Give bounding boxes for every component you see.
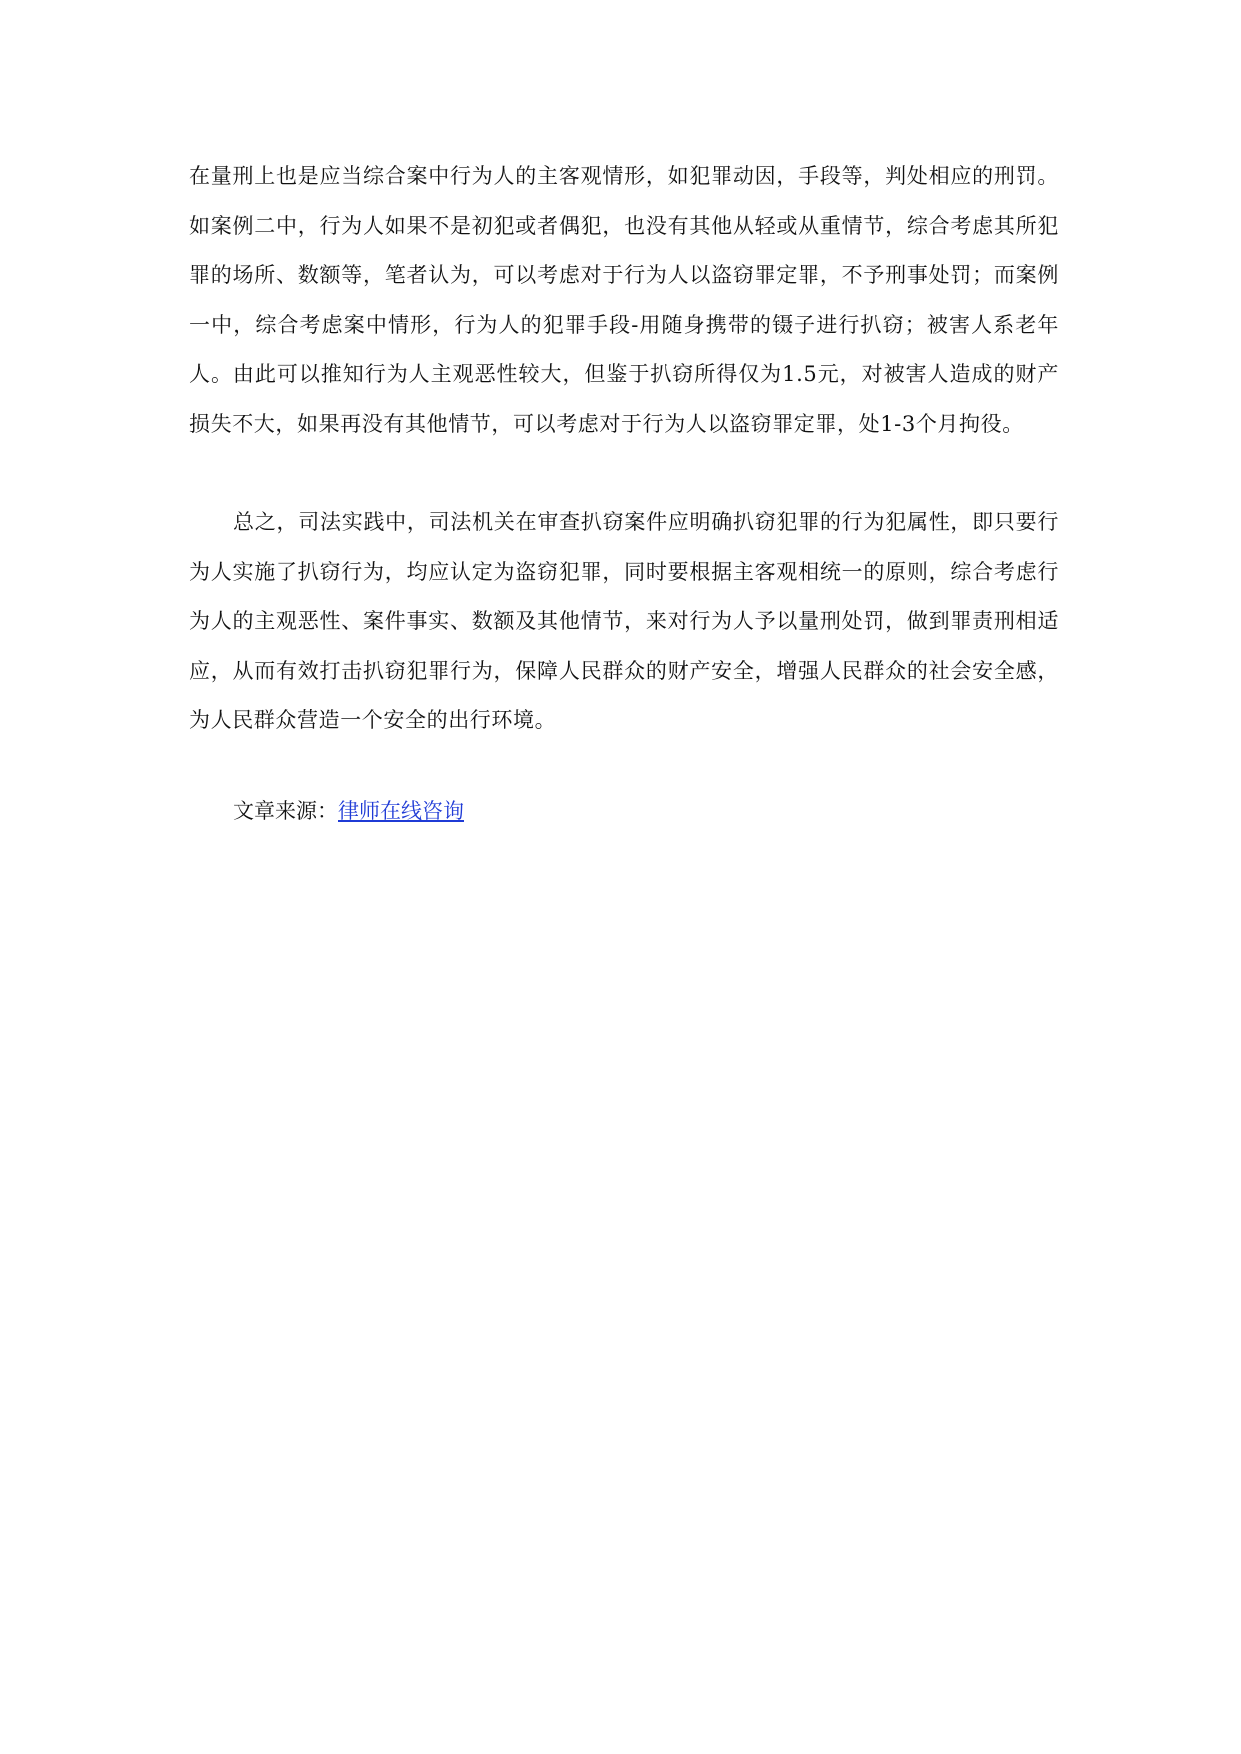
article-source-label: 文章来源： bbox=[233, 798, 338, 823]
article-source-line bbox=[189, 787, 1059, 837]
paragraph-sentencing: 在量刑上也是应当综合案中行为人的主客观情形，如犯罪动因，手段等，判处相应的刑罚。如案例二中，行为人如果不是初犯或者偶犯，也没有其他从轻或从重情节，综合考虑其所犯罪的场所、数额等，笔者认为，可以考虑对于行为人以盗窃罪定罪，不予刑事处罚；而案例一中，综合考虑案中情形，行为人的犯罪手段-用随身携带的镊子进行扒窃；被害人系老年人。由此可以推知行为人主观恶性较大，但鉴于扒窃所得仅为1.5元，对被害人造成的财产损失不大，如果再没有其他情节，可以考虑对于行为人以盗窃罪定罪，处1-3个月拘役。 bbox=[189, 164, 1059, 436]
document-body bbox=[189, 152, 1059, 836]
article-source-link[interactable]: 律师在线咨询 bbox=[338, 798, 464, 823]
paragraph-conclusion: 总之，司法实践中，司法机关在审查扒窃案件应明确扒窃犯罪的行为犯属性，即只要行为人实施了扒窃行为，均应认定为盗窃犯罪，同时要根据主客观相统一的原则，综合考虑行为人的主观恶性、案件事实、数额及其他情节，来对行为人予以量刑处罚，做到罪责刑相适应，从而有效打击扒窃犯罪行为，保障人民群众的财产安全，增强人民群众的社会安全感，为人民群众营造一个安全的出行环境。 bbox=[189, 510, 1059, 732]
